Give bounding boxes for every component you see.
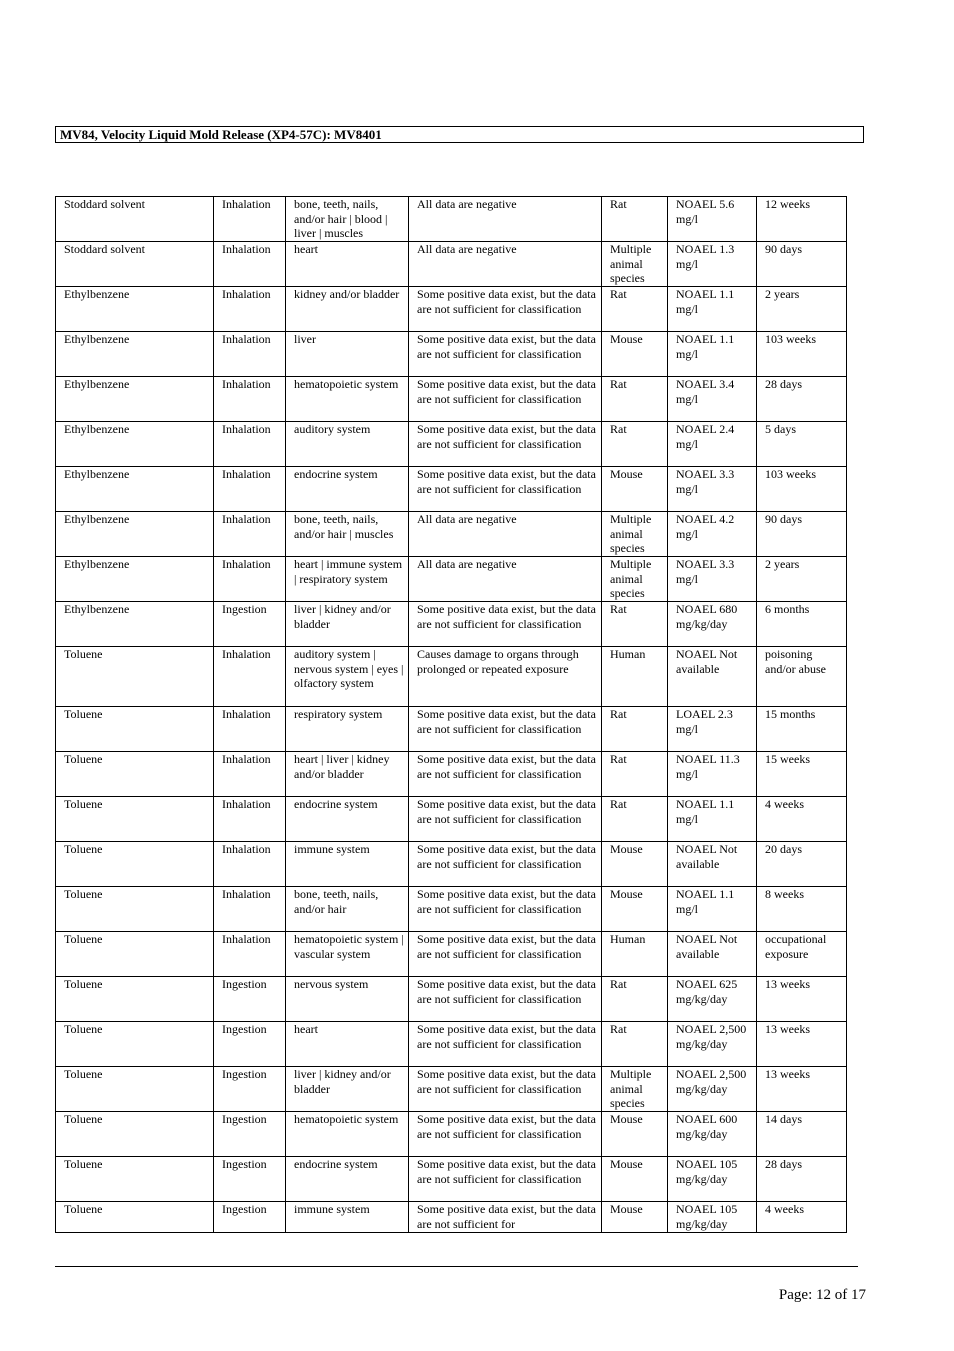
cell-substance: Ethylbenzene — [56, 377, 214, 422]
cell-value: Some positive data exist, but the data are not sufficient for classification — [409, 932, 602, 977]
table-row — [56, 557, 847, 602]
cell-substance: Ethylbenzene — [56, 512, 214, 557]
cell-route: Ingestion — [214, 977, 286, 1022]
cell-result: NOAEL 600 mg/kg/day — [668, 1112, 757, 1157]
cell-duration: 13 weeks — [757, 977, 847, 1022]
cell-species: Rat — [602, 602, 668, 647]
table-row — [56, 1157, 847, 1202]
cell-result: NOAEL Not available — [668, 842, 757, 887]
cell-organ: liver | kidney and/or bladder — [286, 1067, 409, 1112]
cell-duration: 8 weeks — [757, 887, 847, 932]
cell-substance: Ethylbenzene — [56, 422, 214, 467]
cell-route: Ingestion — [214, 602, 286, 647]
cell-value: Some positive data exist, but the data are not sufficient for classification — [409, 332, 602, 377]
cell-route: Ingestion — [214, 1067, 286, 1112]
cell-substance: Toluene — [56, 1022, 214, 1067]
cell-route: Inhalation — [214, 557, 286, 602]
cell-substance: Toluene — [56, 797, 214, 842]
cell-duration: 4 weeks — [757, 1202, 847, 1233]
cell-duration: 5 days — [757, 422, 847, 467]
table-row — [56, 1112, 847, 1157]
cell-result: LOAEL 2.3 mg/l — [668, 707, 757, 752]
cell-organ: heart — [286, 1022, 409, 1067]
cell-route: Inhalation — [214, 332, 286, 377]
cell-value: Some positive data exist, but the data are not sufficient for classification — [409, 797, 602, 842]
cell-value: All data are negative — [409, 197, 602, 242]
cell-route: Ingestion — [214, 1202, 286, 1233]
table-row — [56, 332, 847, 377]
cell-organ: auditory system | nervous system | eyes | olfactory system — [286, 647, 409, 707]
cell-species: Multiple animal species — [602, 557, 668, 602]
cell-substance: Ethylbenzene — [56, 557, 214, 602]
cell-route: Inhalation — [214, 842, 286, 887]
table-row — [56, 1022, 847, 1067]
cell-value: Some positive data exist, but the data are not sufficient for classification — [409, 422, 602, 467]
cell-species: Rat — [602, 377, 668, 422]
cell-species: Mouse — [602, 1157, 668, 1202]
cell-species: Mouse — [602, 887, 668, 932]
cell-result: NOAEL 1.1 mg/l — [668, 797, 757, 842]
cell-species: Rat — [602, 977, 668, 1022]
cell-substance: Toluene — [56, 977, 214, 1022]
table-row — [56, 932, 847, 977]
cell-substance: Ethylbenzene — [56, 602, 214, 647]
cell-substance: Toluene — [56, 1067, 214, 1112]
cell-result: NOAEL 1.1 mg/l — [668, 332, 757, 377]
cell-organ: endocrine system — [286, 797, 409, 842]
cell-species: Rat — [602, 197, 668, 242]
cell-substance: Toluene — [56, 707, 214, 752]
table-row — [56, 512, 847, 557]
cell-duration: 90 days — [757, 242, 847, 287]
cell-species: Human — [602, 932, 668, 977]
table-row — [56, 647, 847, 707]
cell-organ: nervous system — [286, 977, 409, 1022]
cell-result: NOAEL 11.3 mg/l — [668, 752, 757, 797]
cell-species: Rat — [602, 287, 668, 332]
cell-substance: Toluene — [56, 1112, 214, 1157]
cell-value: Some positive data exist, but the data are not sufficient for classification — [409, 887, 602, 932]
cell-route: Inhalation — [214, 887, 286, 932]
footer-divider — [55, 1266, 858, 1267]
cell-substance: Toluene — [56, 842, 214, 887]
cell-result: NOAEL 2,500 mg/kg/day — [668, 1022, 757, 1067]
cell-route: Inhalation — [214, 932, 286, 977]
cell-substance: Toluene — [56, 752, 214, 797]
cell-route: Ingestion — [214, 1112, 286, 1157]
cell-value: All data are negative — [409, 512, 602, 557]
cell-value: Some positive data exist, but the data are not sufficient for classification — [409, 1157, 602, 1202]
cell-species: Mouse — [602, 332, 668, 377]
table-row — [56, 602, 847, 647]
cell-value: Some positive data exist, but the data are not sufficient for classification — [409, 752, 602, 797]
table-row — [56, 377, 847, 422]
cell-route: Inhalation — [214, 752, 286, 797]
cell-species: Rat — [602, 1022, 668, 1067]
cell-duration: 28 days — [757, 1157, 847, 1202]
cell-organ: hematopoietic system — [286, 1112, 409, 1157]
cell-value: Some positive data exist, but the data are not sufficient for classification — [409, 1067, 602, 1112]
cell-value: Some positive data exist, but the data are not sufficient for — [409, 1202, 602, 1233]
cell-route: Ingestion — [214, 1157, 286, 1202]
cell-value: Some positive data exist, but the data are not sufficient for classification — [409, 1022, 602, 1067]
cell-result: NOAEL 3.3 mg/l — [668, 557, 757, 602]
cell-result: NOAEL 625 mg/kg/day — [668, 977, 757, 1022]
cell-result: NOAEL 1.3 mg/l — [668, 242, 757, 287]
table-row — [56, 467, 847, 512]
cell-species: Rat — [602, 752, 668, 797]
cell-species: Mouse — [602, 467, 668, 512]
cell-route: Inhalation — [214, 422, 286, 467]
cell-route: Inhalation — [214, 287, 286, 332]
cell-route: Inhalation — [214, 647, 286, 707]
cell-species: Rat — [602, 707, 668, 752]
cell-duration: 12 weeks — [757, 197, 847, 242]
cell-organ: auditory system — [286, 422, 409, 467]
cell-organ: kidney and/or bladder — [286, 287, 409, 332]
cell-substance: Toluene — [56, 1202, 214, 1233]
cell-duration: 6 months — [757, 602, 847, 647]
table-row — [56, 752, 847, 797]
cell-duration: 28 days — [757, 377, 847, 422]
cell-value: Some positive data exist, but the data are not sufficient for classification — [409, 842, 602, 887]
cell-route: Inhalation — [214, 797, 286, 842]
cell-organ: liver — [286, 332, 409, 377]
table-row — [56, 887, 847, 932]
cell-result: NOAEL 5.6 mg/l — [668, 197, 757, 242]
cell-duration: 13 weeks — [757, 1067, 847, 1112]
cell-organ: bone, teeth, nails, and/or hair | muscles — [286, 512, 409, 557]
table-row — [56, 707, 847, 752]
cell-substance: Toluene — [56, 887, 214, 932]
cell-duration: 2 years — [757, 557, 847, 602]
cell-result: NOAEL Not available — [668, 647, 757, 707]
cell-value: Some positive data exist, but the data are not sufficient for classification — [409, 377, 602, 422]
table-row — [56, 422, 847, 467]
cell-value: Some positive data exist, but the data are not sufficient for classification — [409, 977, 602, 1022]
cell-result: NOAEL 105 mg/kg/day — [668, 1157, 757, 1202]
cell-substance: Stoddard solvent — [56, 197, 214, 242]
cell-result: NOAEL 1.1 mg/l — [668, 887, 757, 932]
page-number: Page: 12 of 17 — [778, 1287, 866, 1303]
cell-species: Multiple animal species — [602, 1067, 668, 1112]
cell-species: Rat — [602, 797, 668, 842]
cell-substance: Ethylbenzene — [56, 332, 214, 377]
cell-value: Some positive data exist, but the data are not sufficient for classification — [409, 602, 602, 647]
cell-route: Inhalation — [214, 242, 286, 287]
cell-duration: 14 days — [757, 1112, 847, 1157]
cell-substance: Toluene — [56, 647, 214, 707]
cell-result: NOAEL 4.2 mg/l — [668, 512, 757, 557]
cell-species: Mouse — [602, 1202, 668, 1233]
cell-substance: Ethylbenzene — [56, 287, 214, 332]
cell-value: Some positive data exist, but the data are not sufficient for classification — [409, 1112, 602, 1157]
cell-result: NOAEL 3.4 mg/l — [668, 377, 757, 422]
cell-species: Mouse — [602, 1112, 668, 1157]
table-row — [56, 242, 847, 287]
cell-species: Multiple animal species — [602, 512, 668, 557]
table-row — [56, 287, 847, 332]
cell-organ: immune system — [286, 1202, 409, 1233]
cell-result: NOAEL 105 mg/kg/day — [668, 1202, 757, 1233]
table-row — [56, 197, 847, 242]
cell-duration: occupational exposure — [757, 932, 847, 977]
cell-organ: bone, teeth, nails, and/or hair — [286, 887, 409, 932]
cell-result: NOAEL Not available — [668, 932, 757, 977]
cell-route: Inhalation — [214, 512, 286, 557]
cell-species: Multiple animal species — [602, 242, 668, 287]
cell-duration: 2 years — [757, 287, 847, 332]
cell-result: NOAEL 3.3 mg/l — [668, 467, 757, 512]
cell-duration: 4 weeks — [757, 797, 847, 842]
cell-duration: 15 weeks — [757, 752, 847, 797]
cell-organ: liver | kidney and/or bladder — [286, 602, 409, 647]
cell-duration: 90 days — [757, 512, 847, 557]
table-row — [56, 842, 847, 887]
cell-substance: Toluene — [56, 932, 214, 977]
table-row — [56, 1202, 847, 1233]
document-title: MV84, Velocity Liquid Mold Release (XP4-57C): MV8401 — [55, 126, 864, 143]
cell-organ: immune system — [286, 842, 409, 887]
cell-route: Inhalation — [214, 707, 286, 752]
cell-species: Rat — [602, 422, 668, 467]
cell-organ: respiratory system — [286, 707, 409, 752]
cell-organ: endocrine system — [286, 1157, 409, 1202]
cell-route: Ingestion — [214, 1022, 286, 1067]
cell-value: Some positive data exist, but the data are not sufficient for classification — [409, 287, 602, 332]
table-row — [56, 977, 847, 1022]
cell-duration: 103 weeks — [757, 332, 847, 377]
cell-duration: 13 weeks — [757, 1022, 847, 1067]
cell-organ: bone, teeth, nails, and/or hair | blood | liver | muscles — [286, 197, 409, 242]
cell-route: Inhalation — [214, 377, 286, 422]
cell-duration: 103 weeks — [757, 467, 847, 512]
cell-result: NOAEL 2.4 mg/l — [668, 422, 757, 467]
cell-duration: 15 months — [757, 707, 847, 752]
cell-organ: heart — [286, 242, 409, 287]
table-row — [56, 797, 847, 842]
cell-route: Inhalation — [214, 197, 286, 242]
cell-substance: Toluene — [56, 1157, 214, 1202]
cell-value: Some positive data exist, but the data are not sufficient for classification — [409, 707, 602, 752]
cell-value: All data are negative — [409, 242, 602, 287]
cell-value: Some positive data exist, but the data are not sufficient for classification — [409, 467, 602, 512]
cell-result: NOAEL 2,500 mg/kg/day — [668, 1067, 757, 1112]
table-row — [56, 1067, 847, 1112]
cell-substance: Stoddard solvent — [56, 242, 214, 287]
cell-organ: hematopoietic system — [286, 377, 409, 422]
cell-result: NOAEL 1.1 mg/l — [668, 287, 757, 332]
cell-duration: 20 days — [757, 842, 847, 887]
cell-route: Inhalation — [214, 467, 286, 512]
cell-species: Human — [602, 647, 668, 707]
cell-value: All data are negative — [409, 557, 602, 602]
cell-value: Causes damage to organs through prolonged or repeated exposure — [409, 647, 602, 707]
cell-organ: hematopoietic system | vascular system — [286, 932, 409, 977]
cell-duration: poisoning and/or abuse — [757, 647, 847, 707]
cell-organ: endocrine system — [286, 467, 409, 512]
toxicity-table — [55, 196, 847, 1233]
cell-substance: Ethylbenzene — [56, 467, 214, 512]
cell-organ: heart | immune system | respiratory system — [286, 557, 409, 602]
cell-result: NOAEL 680 mg/kg/day — [668, 602, 757, 647]
cell-organ: heart | liver | kidney and/or bladder — [286, 752, 409, 797]
cell-species: Mouse — [602, 842, 668, 887]
